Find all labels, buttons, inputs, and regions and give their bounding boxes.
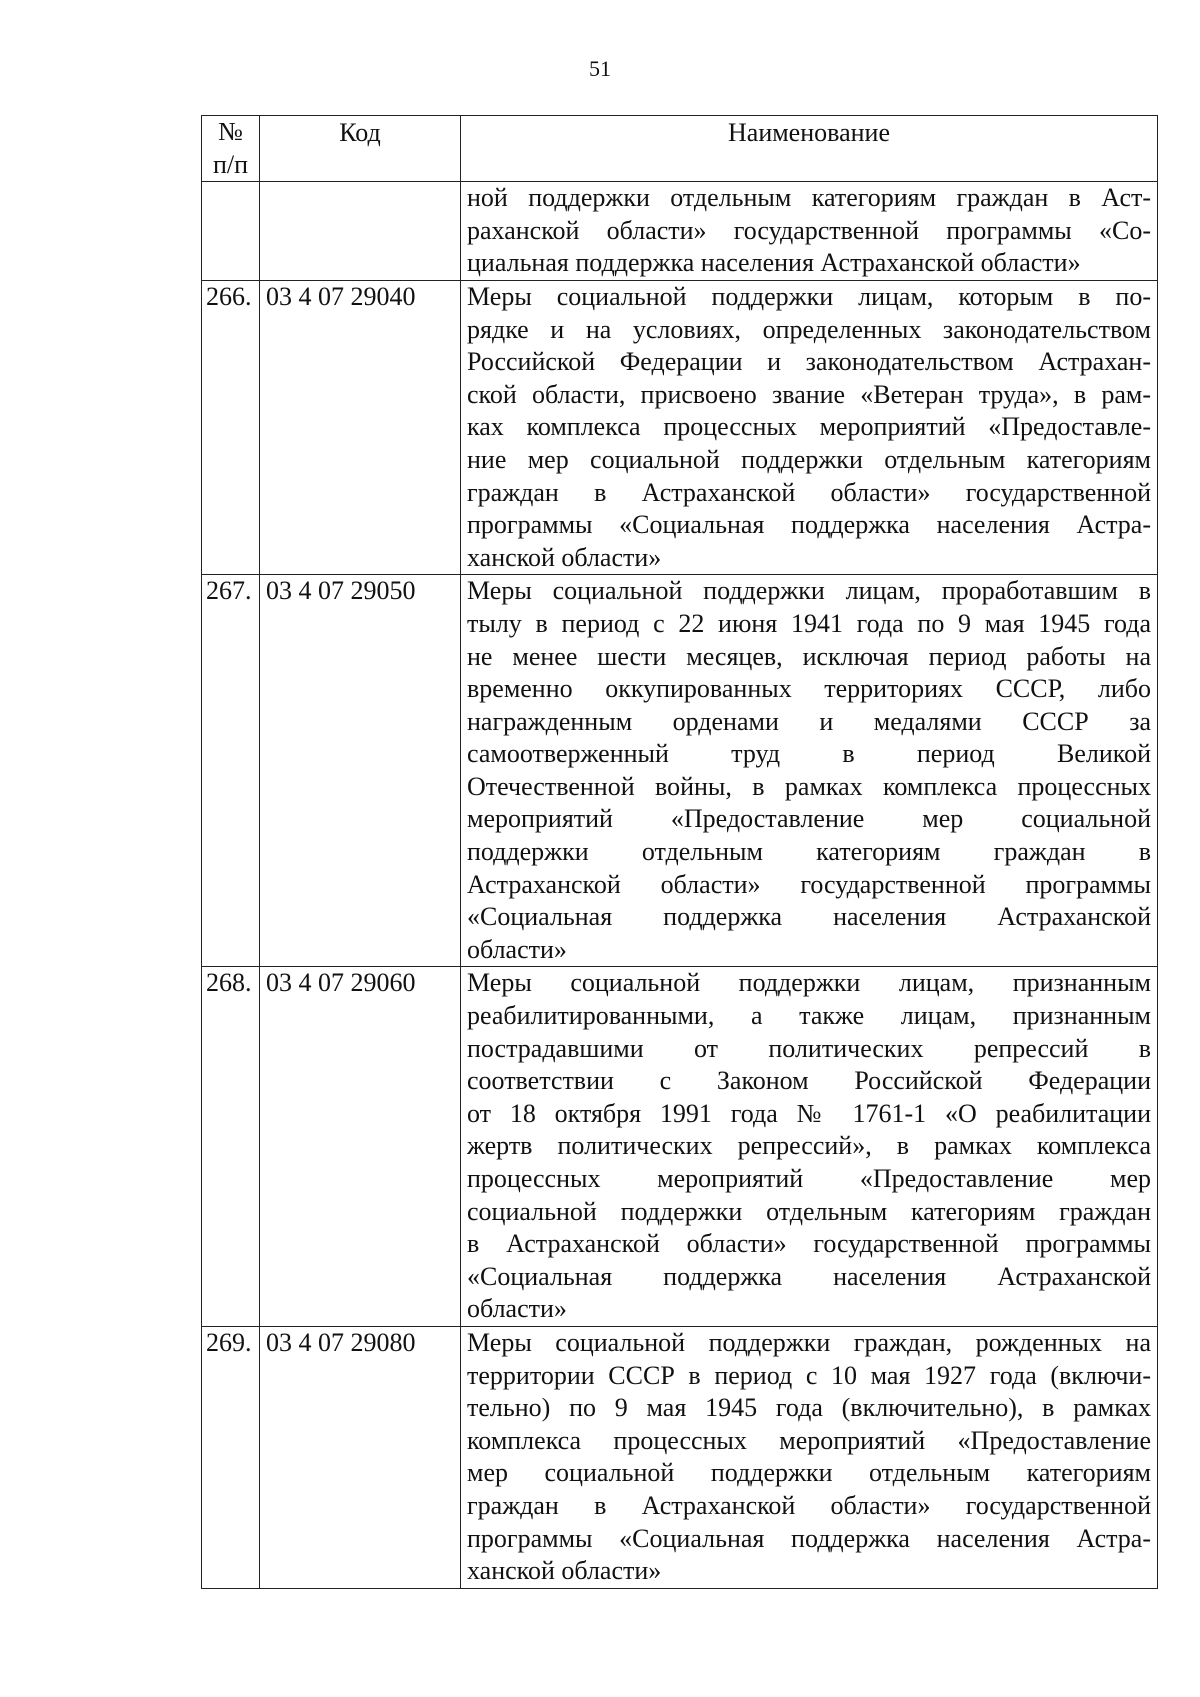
name-text-line: ной поддержки отдельным категориям граждан в Аст- [467, 183, 1151, 213]
name-text-line: процессных мероприятий «Предоставление мер [467, 1164, 1151, 1193]
name-text-line: области» [467, 1294, 567, 1324]
name-text-line: области» [467, 934, 567, 964]
table-row [202, 967, 1158, 1327]
name-text-line: ханской области» [467, 1556, 662, 1586]
name-text-line: ханской области» [467, 542, 662, 572]
row-code [260, 182, 461, 281]
budget-code-table [201, 115, 1158, 1589]
name-text-line: ках комплекса процессных мероприятий «Предоставле- [467, 412, 1151, 442]
name-text-line: мероприятий «Предоставление мер социальной [467, 804, 1151, 834]
table-row [202, 280, 1158, 574]
table-row [202, 575, 1158, 967]
header-number: № п/п [202, 116, 260, 182]
name-text-line: реабилитированными, а также лицам, признанным [467, 1001, 1151, 1031]
row-code: 03 4 07 29050 [260, 575, 461, 967]
name-text-line: раханской области» государственной программы «Со- [467, 215, 1151, 245]
row-number: 268. [202, 967, 260, 1327]
name-text-line: комплекса процессных мероприятий «Предоставление [467, 1425, 1151, 1455]
name-text-line: территории СССР в период с 10 мая 1927 года (включи- [467, 1360, 1151, 1390]
name-text-line: не менее шести месяцев, исключая период работы на [467, 641, 1151, 671]
row-name [461, 1326, 1158, 1588]
page-number: 51 [589, 56, 611, 81]
name-text-line: Астраханской области» государственной программы [467, 869, 1151, 899]
name-text-line: программы «Социальная поддержка населения Астра- [467, 1523, 1151, 1553]
header-name: Наименование [461, 116, 1158, 182]
name-text-line: Меры социальной поддержки граждан, рожденных на [467, 1327, 1151, 1357]
name-text-line: соответствии с Законом Российской Федерации [467, 1066, 1151, 1096]
name-text-line: Меры социальной поддержки лицам, проработавшим в [467, 576, 1151, 606]
row-name [461, 280, 1158, 574]
name-text-line: Меры социальной поддержки лицам, признанным [467, 968, 1151, 998]
name-text-line: поддержки отдельным категориям граждан в [467, 837, 1151, 867]
row-number: 267. [202, 575, 260, 967]
row-name [461, 967, 1158, 1327]
row-number: 269. [202, 1326, 260, 1588]
name-text-line: циальная поддержка населения Астраханской области» [467, 248, 1081, 278]
row-number [202, 182, 260, 281]
header-code: Код [260, 116, 461, 182]
name-text-line: программы «Социальная поддержка населения Астра- [467, 510, 1151, 540]
name-text-line: Отечественной войны, в рамках комплекса процессных [467, 771, 1151, 801]
name-text-line: граждан в Астраханской области» государственной [467, 477, 1151, 507]
name-text-line: социальной поддержки отдельным категориям граждан [467, 1196, 1151, 1226]
name-text-line: Меры социальной поддержки лицам, которым в по- [467, 281, 1151, 311]
name-text-line: ской области, присвоено звание «Ветеран труда», в рам- [467, 379, 1151, 409]
row-code: 03 4 07 29040 [260, 280, 461, 574]
name-text-line: Российской Федерации и законодательством Астрахан- [467, 347, 1151, 377]
table-row [202, 182, 1158, 281]
name-text-line: «Социальная поддержка населения Астраханской [467, 1261, 1151, 1291]
row-name [461, 182, 1158, 281]
row-code: 03 4 07 29060 [260, 967, 461, 1327]
name-text-line: ние мер социальной поддержки отдельным категориям [467, 444, 1151, 474]
row-name [461, 575, 1158, 967]
name-text-line: от 18 октября 1991 года № 1761-1 «О реабилитации [467, 1098, 1151, 1128]
row-code: 03 4 07 29080 [260, 1326, 461, 1588]
name-text-line: граждан в Астраханской области» государственной [467, 1490, 1151, 1520]
name-text-line: тылу в период с 22 июня 1941 года по 9 мая 1945 года [467, 608, 1151, 638]
name-text-line: мер социальной поддержки отдельным категориям [467, 1458, 1151, 1488]
name-text-line: жертв политических репрессий», в рамках комплекса [467, 1131, 1151, 1161]
row-number: 266. [202, 280, 260, 574]
name-text-line: временно оккупированных территориях СССР, либо [467, 674, 1151, 704]
name-text-line: пострадавшими от политических репрессий в [467, 1033, 1151, 1063]
table-header-row [202, 116, 1158, 182]
name-text-line: тельно) по 9 мая 1945 года (включительно), в рамках [467, 1393, 1151, 1423]
name-text-line: в Астраханской области» государственной программы [467, 1229, 1151, 1259]
table-row [202, 1326, 1158, 1588]
name-text-line: «Социальная поддержка населения Астраханской [467, 902, 1151, 932]
name-text-line: награжденным орденами и медалями СССР за [467, 706, 1151, 736]
name-text-line: рядке и на условиях, определенных законодательством [467, 314, 1151, 344]
name-text-line: самоотверженный труд в период Великой [467, 739, 1151, 769]
